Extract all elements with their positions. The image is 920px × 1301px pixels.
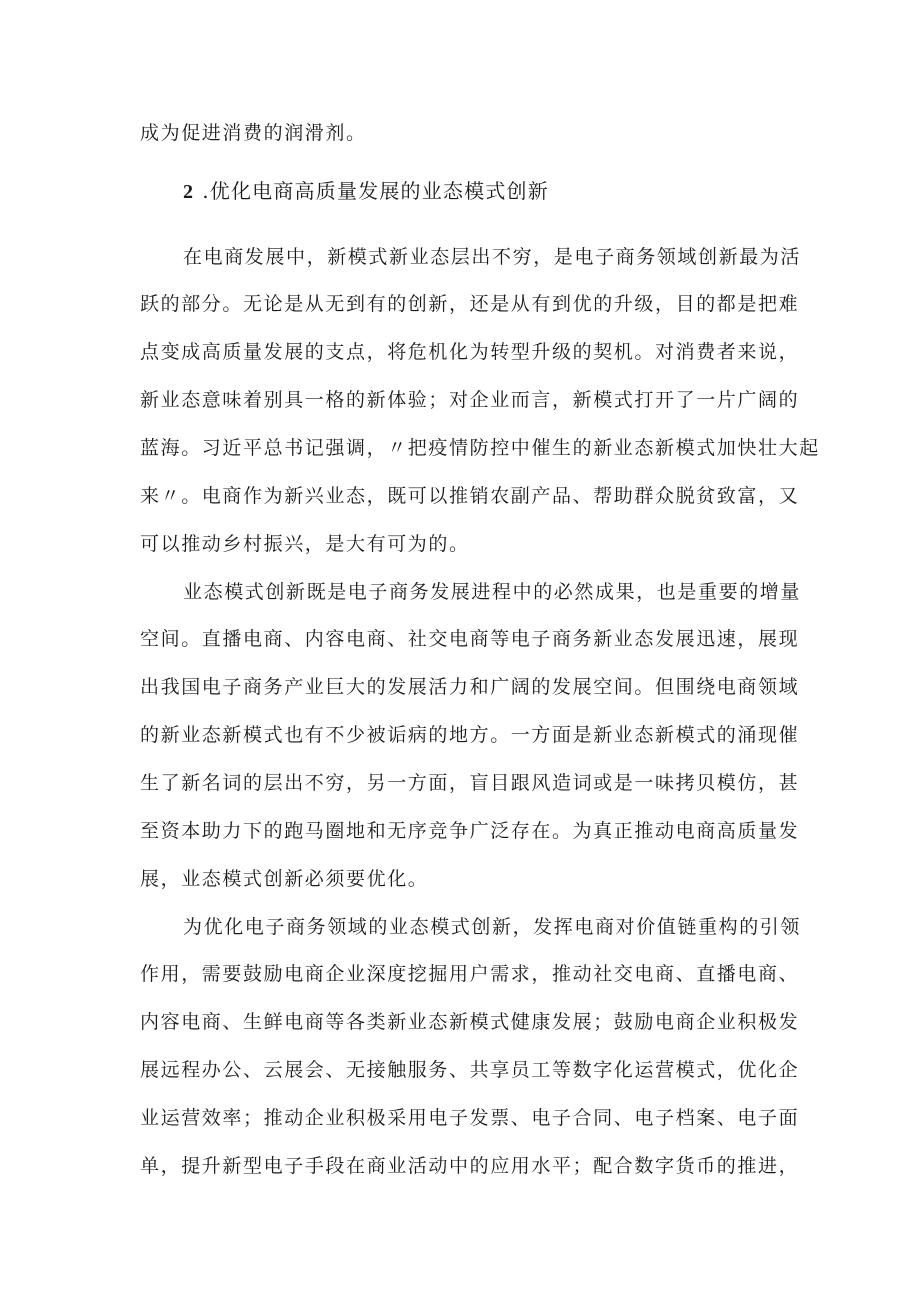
paragraph-line: 作用，需要鼓励电商企业深度挖掘用户需求，推动社交电商、直播电商、 [140,963,800,985]
paragraph-line: 展远程办公、云展会、无接触服务、共享员工等数字化运营模式，优化企 [140,1059,800,1081]
paragraph-line: 可以推动乡村振兴，是大有可为的。 [140,533,470,555]
section-heading [183,179,549,204]
paragraph-line: 出我国电子商务产业巨大的发展活力和广阔的发展空间。但围绕电商领域 [140,676,800,698]
paragraph-line: 内容电商、生鲜电商等各类新业态新模式健康发展；鼓励电商企业积极发 [140,1011,800,1033]
paragraph-line: 点变成高质量发展的支点，将危机化为转型升级的契机。对消费者来说， [140,341,800,363]
paragraph-line: 成为促进消费的润滑剂。 [140,122,367,144]
paragraph-line: 新业态意味着别具一格的新体验；对企业而言，新模式打开了一片广阔的 [140,389,800,411]
paragraph-line: 展，业态模式创新必须要优化。 [140,868,429,890]
paragraph-line: 至资本助力下的跑马圈地和无序竞争广泛存在。为真正推动电商高质量发 [140,820,800,842]
paragraph-line: 来〃。电商作为新兴业态，既可以推销农副产品、帮助群众脱贫致富，又 [140,485,800,507]
paragraph-line: 单，提升新型电子手段在商业活动中的应用水平；配合数字货币的推进， [140,1155,800,1177]
paragraph-line: 在电商发展中，新模式新业态层出不穷，是电子商务领域创新最为活 [183,246,802,268]
paragraph-line: 蓝海。习近平总书记强调，〃把疫情防控中催生的新业态新模式加快壮大起 [140,437,820,459]
paragraph-line: 为优化电子商务领域的业态模式创新，发挥电商对价值链重构的引领 [183,916,802,938]
paragraph-line: 跃的部分。无论是从无到有的创新，还是从有到优的升级，目的都是把难 [140,293,800,315]
paragraph-line: 业运营效率；推动企业积极采用电子发票、电子合同、电子档案、电子面 [140,1107,800,1129]
heading-number: 2 [183,181,195,203]
paragraph-line: 生了新名词的层出不穷，另一方面，盲目跟风造词或是一味拷贝模仿，甚 [140,772,800,794]
paragraph-line: 的新业态新模式也有不少被诟病的地方。一方面是新业态新模式的涌现催 [140,724,800,746]
heading-text: .优化电商高质量发展的业态模式创新 [202,179,549,203]
paragraph-line: 业态模式创新既是电子商务发展进程中的必然成果，也是重要的增量 [183,581,802,603]
paragraph-line: 空间。直播电商、内容电商、社交电商等电子商务新业态发展迅速，展现 [140,628,800,650]
